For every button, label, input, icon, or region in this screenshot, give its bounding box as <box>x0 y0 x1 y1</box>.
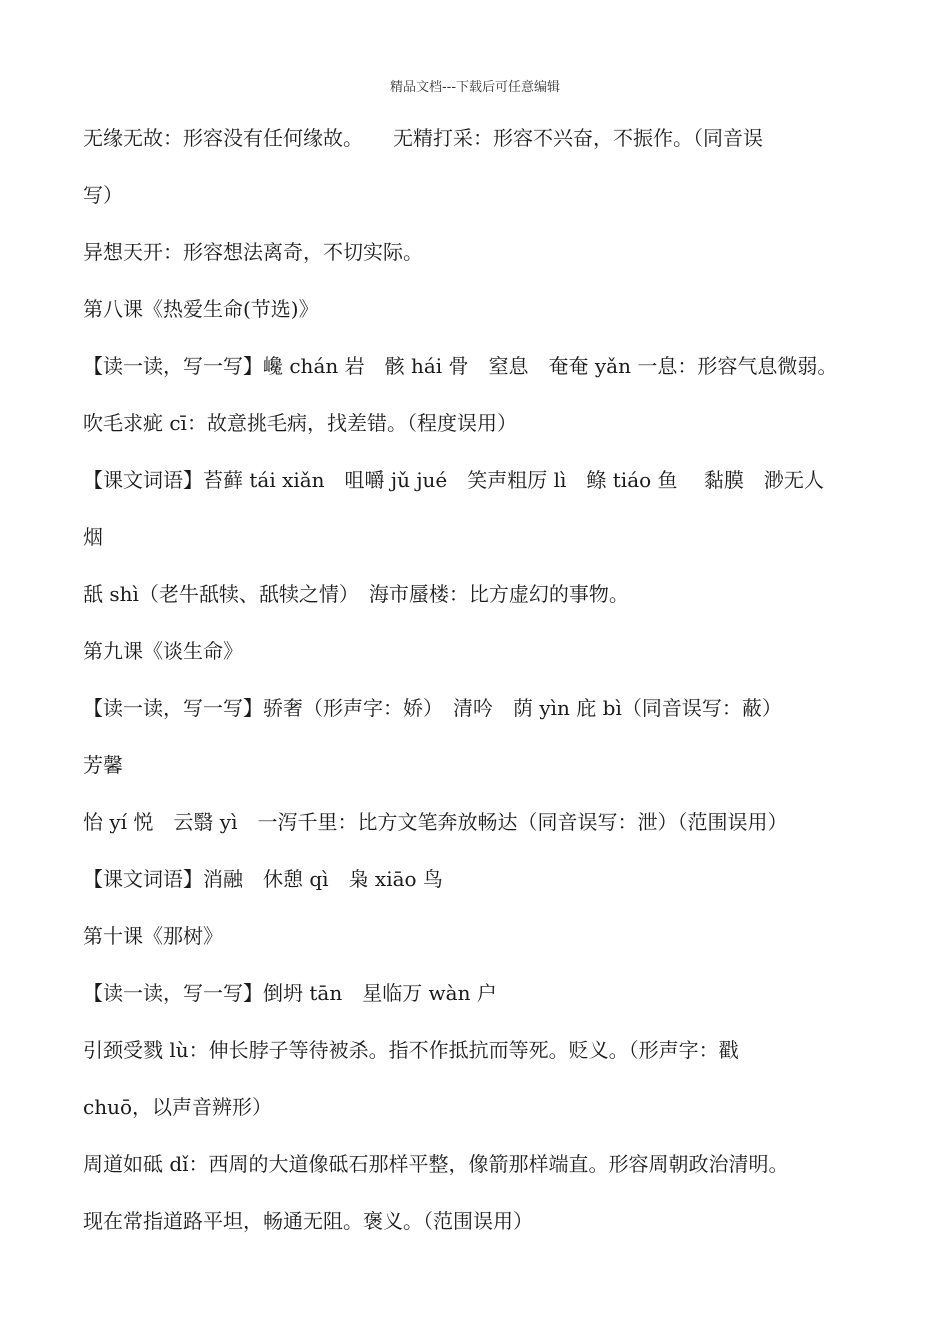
text-line: 芳馨 <box>83 753 123 777</box>
page-header: 精品文档---下载后可任意编辑 <box>389 80 561 95</box>
text-line: 【课文词语】消融 休憩 qì 枭 xiāo 鸟 <box>83 867 443 891</box>
text-line: 异想天开：形容想法离奇，不切实际。 <box>83 240 423 264</box>
text-line: 引颈受戮 lù：伸长脖子等待被杀。指不作抵抗而等死。贬义。（形声字：戳 <box>83 1038 739 1062</box>
text-line: 写） <box>83 183 123 207</box>
text-line: 【读一读，写一写】巉 chán 岩 骸 hái 骨 窒息 奄奄 yǎn 一息：形容气息微弱。 <box>83 354 838 378</box>
lesson-heading: 第九课《谈生命》 <box>83 639 243 663</box>
text-line: 周道如砥 dǐ：西周的大道像砥石那样平整，像箭那样端直。形容周朝政治清明。 <box>83 1152 789 1176</box>
text-line: 烟 <box>83 525 103 549</box>
document-body <box>83 118 883 1258</box>
text-line: 【课文词语】苔藓 tái xiǎn 咀嚼 jǔ jué 笑声粗厉 lì 鲦 tiáo 鱼 黏膜 渺无人 <box>83 468 824 492</box>
text-line: 舐 shì（老牛舐犊、舐犊之情） 海市蜃楼：比方虚幻的事物。 <box>83 582 629 606</box>
text-line: 现在常指道路平坦，畅通无阻。褒义。（范围误用） <box>83 1209 533 1233</box>
text-line: 怡 yí 悦 云翳 yì 一泻千里：比方文笔奔放畅达（同音误写：泄）（范围误用） <box>83 810 788 834</box>
text-line: 【读一读，写一写】骄奢（形声字：娇） 清吟 荫 yìn 庇 bì（同音误写：蔽） <box>83 696 782 720</box>
text-line: chuō，以声音辨形） <box>83 1095 273 1119</box>
text-line: 【读一读，写一写】倒坍 tān 星临万 wàn 户 <box>83 981 497 1005</box>
lesson-heading: 第十课《那树》 <box>83 924 223 948</box>
lesson-heading: 第八课《热爱生命(节选)》 <box>83 297 319 321</box>
text-line: 无缘无故：形容没有任何缘故。 无精打采：形容不兴奋，不振作。（同音误 <box>83 126 763 150</box>
text-line: 吹毛求疵 cī：故意挑毛病，找差错。（程度误用） <box>83 411 517 435</box>
